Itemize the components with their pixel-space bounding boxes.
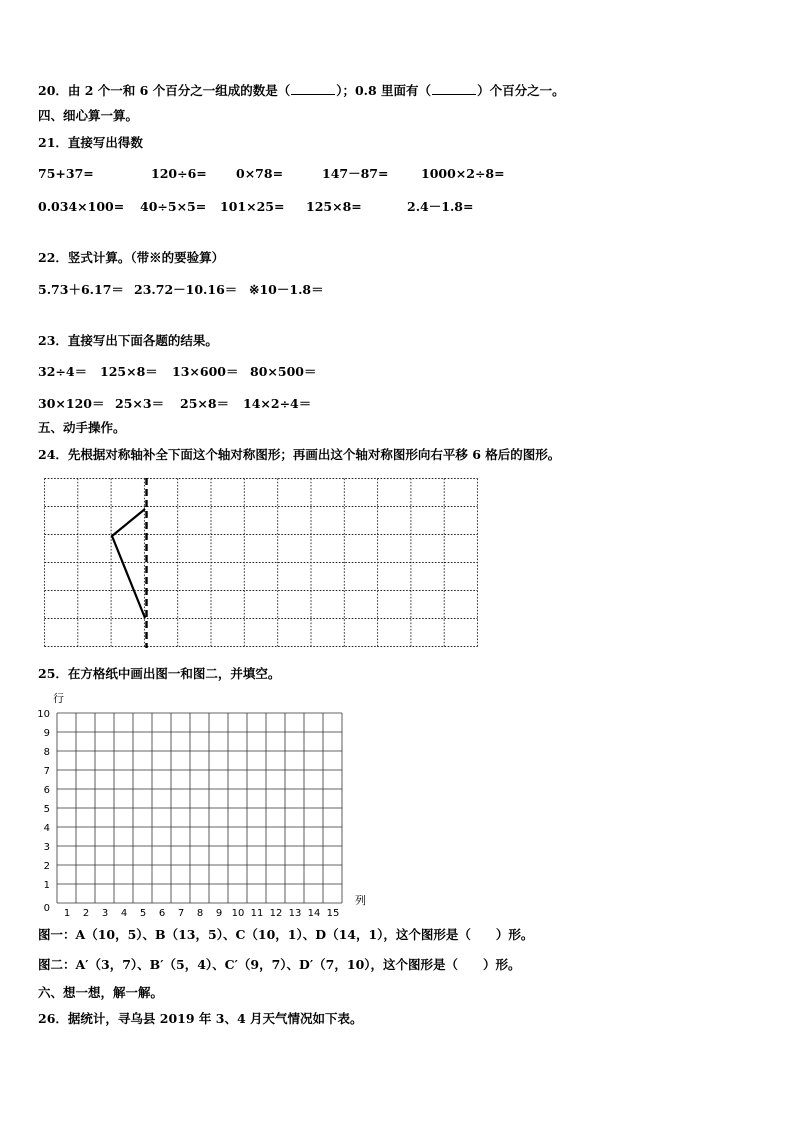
x-tick-label: 2: [82, 908, 90, 918]
q21-item: 120÷6=: [151, 166, 207, 181]
x-tick-label: 13: [288, 908, 302, 918]
section-6-heading: 六、想一想，解一解。: [38, 985, 164, 1000]
q21-item: 0×78=: [236, 166, 284, 181]
q23-item: 80×500＝: [250, 364, 317, 379]
x-tick-label: 1: [63, 908, 71, 918]
question-21-title: 21．直接写出得数: [38, 135, 143, 150]
y-tick-label: 9: [43, 728, 50, 739]
q22-item: 5.73＋6.17＝: [38, 282, 124, 297]
x-tick-label: 5: [139, 908, 147, 918]
y-axis-label: 行: [53, 692, 64, 705]
q21-item: 125×8=: [306, 199, 362, 214]
q23-item: 32÷4＝: [38, 364, 88, 379]
q25-figure-1: 图一：A（10，5）、B（13，5）、C（10，1）、D（14，1），这个图形是（ ）形。: [38, 927, 534, 942]
y-tick-label: 2: [43, 861, 50, 872]
y-tick-label: 5: [43, 804, 50, 815]
y-tick-label: 8: [43, 747, 50, 758]
y-tick-label: 6: [43, 785, 50, 796]
x-tick-label: 3: [101, 908, 109, 918]
q21-item: 75+37=: [38, 166, 94, 181]
q21-item: 1000×2÷8=: [421, 166, 505, 181]
q25-coordinate-grid[interactable]: [30, 688, 380, 918]
x-tick-label: 4: [120, 908, 128, 918]
y-tick-label: 1: [43, 880, 50, 891]
x-tick-label: 12: [269, 908, 283, 918]
x-tick-label: 14: [307, 908, 321, 918]
q20-text-3: ）个百分之一。: [477, 83, 565, 98]
x-tick-label: 9: [215, 908, 223, 918]
answer-blank[interactable]: [432, 83, 476, 95]
x-tick-label: 6: [158, 908, 166, 918]
x-tick-label: 11: [250, 908, 264, 918]
x-tick-label: 10: [231, 908, 245, 918]
half-figure: [112, 509, 145, 618]
q25-figure-2: 图二：A′（3，7）、B′（5，4）、C′（9，7）、D′（7，10），这个图形是（ ）形。: [38, 957, 521, 972]
q23-item: 30×120＝: [38, 396, 105, 411]
x-axis-label: 列: [355, 894, 366, 907]
question-25-title: 25．在方格纸中画出图一和图二，并填空。: [38, 666, 281, 681]
q20-text-2: ）；0.8 里面有（: [336, 83, 432, 98]
section-5-heading: 五、动手操作。: [38, 420, 126, 435]
q23-item: 125×8＝: [100, 364, 158, 379]
y-tick-label: 3: [43, 842, 50, 853]
y-tick-label: 7: [43, 766, 50, 777]
q21-item: 101×25=: [220, 199, 285, 214]
q23-item: 14×2÷4＝: [243, 396, 312, 411]
q22-item: ※10－1.8＝: [249, 282, 324, 297]
x-tick-label: 8: [196, 908, 204, 918]
y-tick-label: 10: [37, 709, 50, 720]
x-tick-label: 15: [326, 908, 340, 918]
q21-item: 147－87=: [322, 166, 389, 181]
question-23-title: 23．直接写出下面各题的结果。: [38, 333, 218, 348]
q23-item: 25×3＝: [115, 396, 165, 411]
question-20: [38, 83, 565, 99]
q21-item: 0.034×100=: [38, 199, 125, 214]
q21-item: 2.4－1.8=: [407, 199, 474, 214]
x-tick-label: 7: [177, 908, 185, 918]
y-tick-label: 0: [43, 903, 50, 914]
q21-item: 40÷5×5=: [140, 199, 207, 214]
question-22-title: 22．竖式计算。（带※的要验算）: [38, 250, 225, 265]
section-4-heading: 四、细心算一算。: [38, 108, 139, 123]
q20-text-1: 20．由 2 个一和 6 个百分之一组成的数是（: [38, 83, 291, 98]
y-tick-label: 4: [43, 823, 50, 834]
q23-item: 13×600＝: [172, 364, 239, 379]
q23-item: 25×8＝: [180, 396, 230, 411]
answer-blank[interactable]: [291, 83, 335, 95]
q24-dotted-grid[interactable]: [44, 478, 478, 648]
q22-item: 23.72－10.16＝: [134, 282, 238, 297]
question-26-title: 26．据统计，寻乌县 2019 年 3、4 月天气情况如下表。: [38, 1011, 363, 1026]
question-24-title: 24．先根据对称轴补全下面这个轴对称图形；再画出这个轴对称图形向右平移 6 格后的图形。: [38, 447, 561, 462]
